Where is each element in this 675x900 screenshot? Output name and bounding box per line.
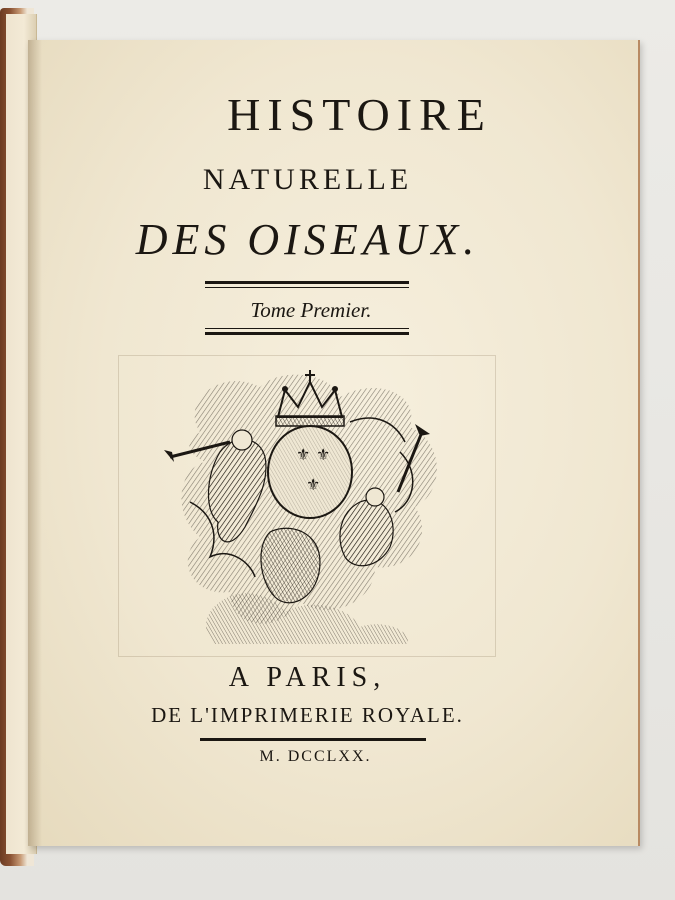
fleur-de-lis-shield-icon (268, 426, 352, 518)
imprint-year: M. DCCLXX. (259, 748, 372, 765)
imprint-place: A PARIS, (228, 662, 387, 693)
double-rule-top-thin (205, 287, 409, 288)
imprint-rule (200, 738, 426, 741)
svg-text:⚜: ⚜ (296, 445, 311, 464)
title-line-naturelle: NATURELLE (202, 163, 413, 196)
double-rule-bottom-thin (205, 328, 409, 329)
title-line-des-oiseaux: DES OISEAUX. (135, 215, 480, 264)
title-line-histoire: HISTOIRE (227, 89, 492, 140)
double-rule-bottom (205, 332, 409, 335)
svg-text:⚜: ⚜ (306, 475, 321, 494)
royal-arms-engraving-icon (160, 362, 460, 652)
imprint-publisher: DE L'IMPRIMERIE ROYALE. (151, 703, 464, 727)
volume-label: Tome Premier. (250, 298, 372, 322)
double-rule-top (205, 281, 409, 284)
svg-text:⚜: ⚜ (316, 445, 331, 464)
